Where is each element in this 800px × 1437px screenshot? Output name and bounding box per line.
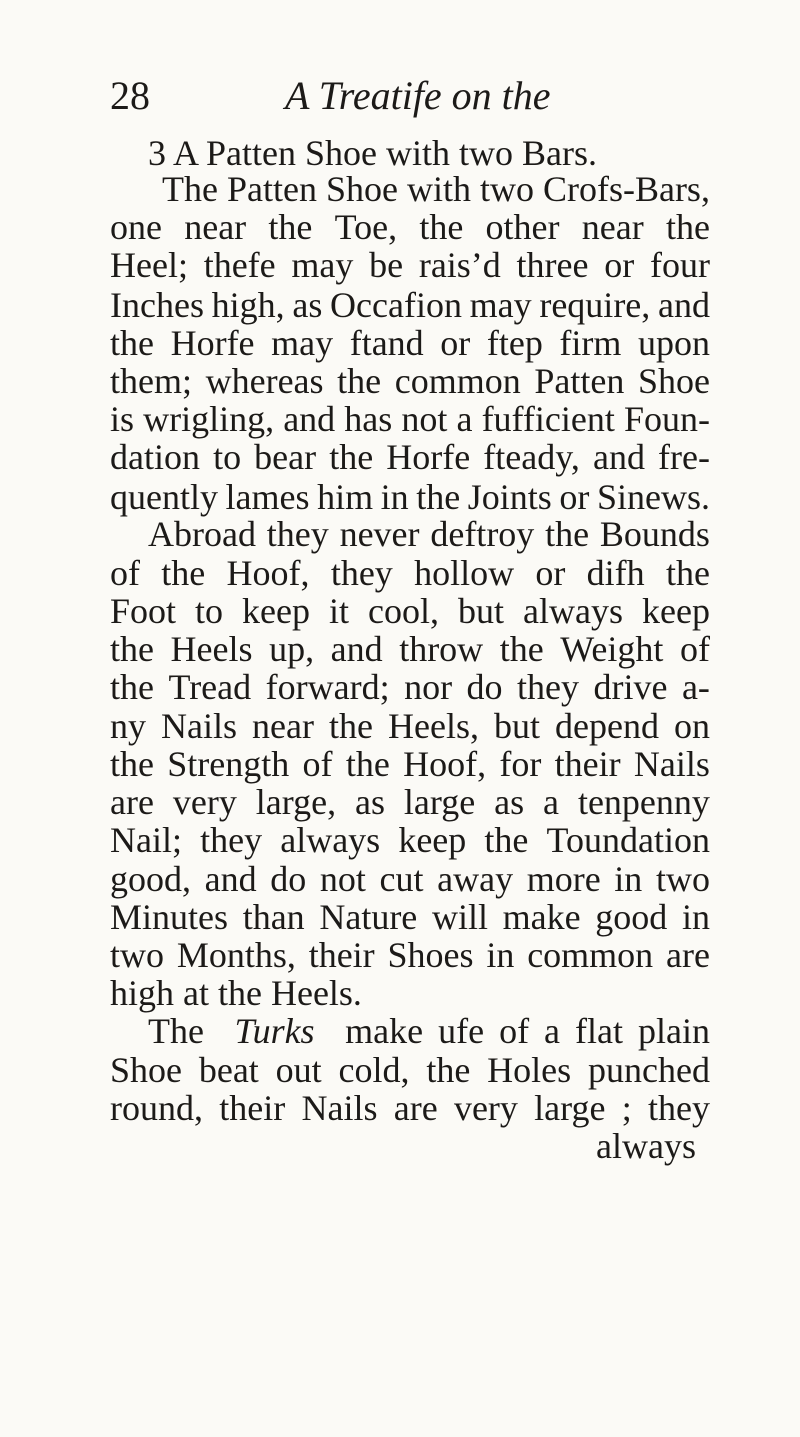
word: lames [225, 477, 310, 517]
word: not [401, 399, 448, 439]
text-line: high at the Heels. [110, 973, 362, 1013]
text-line [110, 782, 710, 822]
word: and [657, 285, 710, 325]
text-line [110, 667, 710, 707]
word: the [484, 820, 529, 860]
word: fufficient [481, 399, 615, 439]
word: good [595, 897, 668, 937]
word: in [614, 859, 643, 899]
word: Tread [168, 667, 252, 707]
word: punched [588, 1050, 710, 1090]
word: Shoe [325, 169, 398, 209]
word: of [302, 744, 333, 784]
word: more [526, 859, 601, 899]
word: and [204, 859, 257, 899]
word: may [291, 245, 354, 285]
word: always [523, 591, 623, 631]
word: large, [255, 782, 337, 822]
word: near [184, 207, 247, 247]
word: may [271, 323, 334, 363]
word: their [554, 744, 621, 784]
word: four [649, 245, 710, 285]
word: the [110, 323, 154, 363]
word: fre- [658, 437, 710, 477]
word: the [416, 477, 461, 517]
word: upon [638, 323, 710, 363]
word: one [110, 207, 162, 247]
word: deftroy [430, 514, 535, 554]
word: Strength [167, 744, 290, 784]
word: it [329, 591, 350, 631]
word: Toundation [546, 820, 710, 860]
word: the [545, 514, 590, 554]
page-number: 28 [110, 73, 150, 118]
word: ; [621, 1088, 632, 1128]
word: will [431, 897, 488, 937]
word: Foun- [623, 399, 710, 439]
word: up, [269, 629, 315, 669]
word: Holes [487, 1050, 572, 1090]
word: has [344, 399, 393, 439]
word: Inches [110, 285, 204, 325]
word: a- [681, 667, 710, 707]
word: thefe [203, 245, 276, 285]
word: Patten [226, 169, 317, 209]
text-line [148, 1011, 710, 1051]
word: as [354, 782, 385, 822]
word: Patten [534, 361, 625, 401]
word: do [466, 667, 503, 707]
word: Heels [170, 629, 253, 669]
word: the [268, 207, 313, 247]
word: as [494, 782, 525, 822]
word: throw [399, 629, 484, 669]
word: not [319, 859, 366, 899]
word: Toe, [334, 207, 398, 247]
word: make [502, 897, 581, 937]
word: Crofs-Bars, [542, 169, 710, 209]
word: in [380, 477, 409, 517]
word: him [317, 477, 374, 517]
text-line [110, 935, 710, 975]
word: for [499, 744, 542, 784]
text-line [110, 207, 710, 247]
word: drive [593, 667, 668, 707]
word: near [252, 706, 314, 746]
word: Shoes [387, 935, 474, 975]
word: near [581, 207, 644, 247]
word: cool, [368, 591, 440, 631]
word: whereas [205, 361, 324, 401]
word: or [440, 323, 471, 363]
word: and [592, 437, 645, 477]
word: the [110, 744, 154, 784]
text-line [110, 629, 710, 669]
word: and [283, 399, 336, 439]
word: the [345, 744, 390, 784]
word: quently [110, 477, 218, 517]
word: with [406, 169, 471, 209]
word: the [329, 437, 374, 477]
text-line [110, 706, 710, 746]
text-line [110, 399, 710, 439]
word: fteady, [483, 437, 580, 477]
word: cut [379, 859, 424, 899]
word: the [419, 207, 464, 247]
word: the [337, 361, 382, 401]
word: they [266, 514, 329, 554]
text-line [110, 1088, 710, 1128]
heading-line: 3 A Patten Shoe with two Bars. [148, 133, 597, 173]
word: the [665, 207, 710, 247]
word: keep [642, 591, 710, 631]
text-line [110, 744, 710, 784]
word: or [604, 245, 635, 285]
word: large [534, 1088, 606, 1128]
word: they [200, 820, 263, 860]
word: Joints [467, 477, 552, 517]
page-header [110, 72, 710, 122]
word: Nails [301, 1088, 378, 1128]
word: Nature [319, 897, 418, 937]
text-line [110, 437, 710, 477]
word: very [172, 782, 237, 822]
word: in [486, 935, 515, 975]
word: they [647, 1088, 710, 1128]
word: Abroad [148, 514, 256, 554]
word: they [517, 667, 580, 707]
word: Occafion [330, 285, 462, 325]
word: very [453, 1088, 518, 1128]
word: always [280, 820, 381, 860]
word: Sinews. [596, 477, 710, 517]
text-line [110, 245, 710, 285]
word: they [330, 553, 393, 593]
word: the [329, 706, 373, 746]
word: ftand [349, 323, 424, 363]
text-line [110, 553, 710, 593]
word: them; [110, 361, 192, 401]
word: Minutes [110, 897, 229, 937]
text-fragment: make ufe of a flat plain [345, 1011, 710, 1051]
word: good, [110, 859, 191, 899]
word: to [195, 591, 224, 631]
word: Horfe [170, 323, 255, 363]
text-line [110, 1050, 710, 1090]
word: in [681, 897, 710, 937]
word: beat [198, 1050, 259, 1090]
text-line [148, 514, 710, 554]
word: high, [211, 285, 285, 325]
word: or [535, 553, 566, 593]
word: nor [404, 667, 453, 707]
word: bear [254, 437, 317, 477]
word: Nail; [110, 820, 182, 860]
word: two [110, 935, 164, 975]
word: common [527, 935, 654, 975]
word: never [339, 514, 420, 554]
text-line [110, 323, 710, 363]
word: keep [242, 591, 311, 631]
word: large [403, 782, 476, 822]
word: their [308, 935, 375, 975]
word: and [330, 629, 383, 669]
catchword: always [596, 1126, 696, 1166]
running-title: A Treatife on the [285, 73, 551, 118]
word: on [674, 706, 710, 746]
word: forward; [265, 667, 390, 707]
word: their [219, 1088, 286, 1128]
word: dation [110, 437, 200, 477]
word: Shoe [110, 1050, 182, 1090]
word: ny [110, 706, 146, 746]
word: depend [555, 706, 659, 746]
word: but [493, 706, 540, 746]
text-line [110, 859, 710, 899]
word: but [458, 591, 505, 631]
word: two [479, 169, 534, 209]
word: a [543, 782, 560, 822]
word: Hoof, [403, 744, 487, 784]
text-line [110, 897, 710, 937]
text-line [110, 820, 710, 860]
word: as [292, 285, 323, 325]
word: two [655, 859, 710, 899]
word: keep [398, 820, 467, 860]
word: the [499, 629, 544, 669]
word: ftep [486, 323, 543, 363]
word: round, [110, 1088, 203, 1128]
word: Nails [633, 744, 710, 784]
word: is [110, 399, 135, 439]
word: of [679, 629, 710, 669]
word: the [665, 553, 710, 593]
word: out [275, 1050, 322, 1090]
word: cold, [338, 1050, 410, 1090]
word: Heels, [388, 706, 479, 746]
word: Hoof, [226, 553, 310, 593]
italic-word: Turks [234, 1011, 315, 1051]
word: wrigling, [143, 399, 275, 439]
word: may [469, 285, 532, 325]
text-line [110, 361, 710, 401]
word: three [516, 245, 589, 285]
word: are [393, 1088, 438, 1128]
word: the [110, 667, 154, 707]
word: are [666, 935, 710, 975]
word: Foot [110, 591, 177, 631]
word: common [394, 361, 521, 401]
text-line [162, 169, 710, 209]
word: are [110, 782, 154, 822]
word: do [270, 859, 307, 899]
word: away [437, 859, 514, 899]
word: other [485, 207, 560, 247]
word: The [148, 1011, 204, 1051]
word: to [213, 437, 242, 477]
word: of [110, 553, 140, 593]
word: than [242, 897, 305, 937]
word: Nails [161, 706, 238, 746]
word: Bounds [599, 514, 710, 554]
word: the [110, 629, 154, 669]
word: difh [586, 553, 645, 593]
text-line [110, 477, 710, 517]
word: Horfe [386, 437, 471, 477]
word: or [559, 477, 590, 517]
word: The [162, 169, 218, 209]
word: firm [559, 323, 622, 363]
word: Heel; [110, 245, 188, 285]
text-line [110, 285, 710, 325]
word: require, [539, 285, 651, 325]
word: rais’d [418, 245, 501, 285]
word: a [456, 399, 473, 439]
word: the [161, 553, 206, 593]
text-line [110, 591, 710, 631]
word: be [369, 245, 404, 285]
word: tenpenny [577, 782, 710, 822]
word: the [426, 1050, 471, 1090]
word: hollow [414, 553, 515, 593]
word: Weight [560, 629, 664, 669]
word: Months, [176, 935, 296, 975]
word: Shoe [638, 361, 710, 401]
